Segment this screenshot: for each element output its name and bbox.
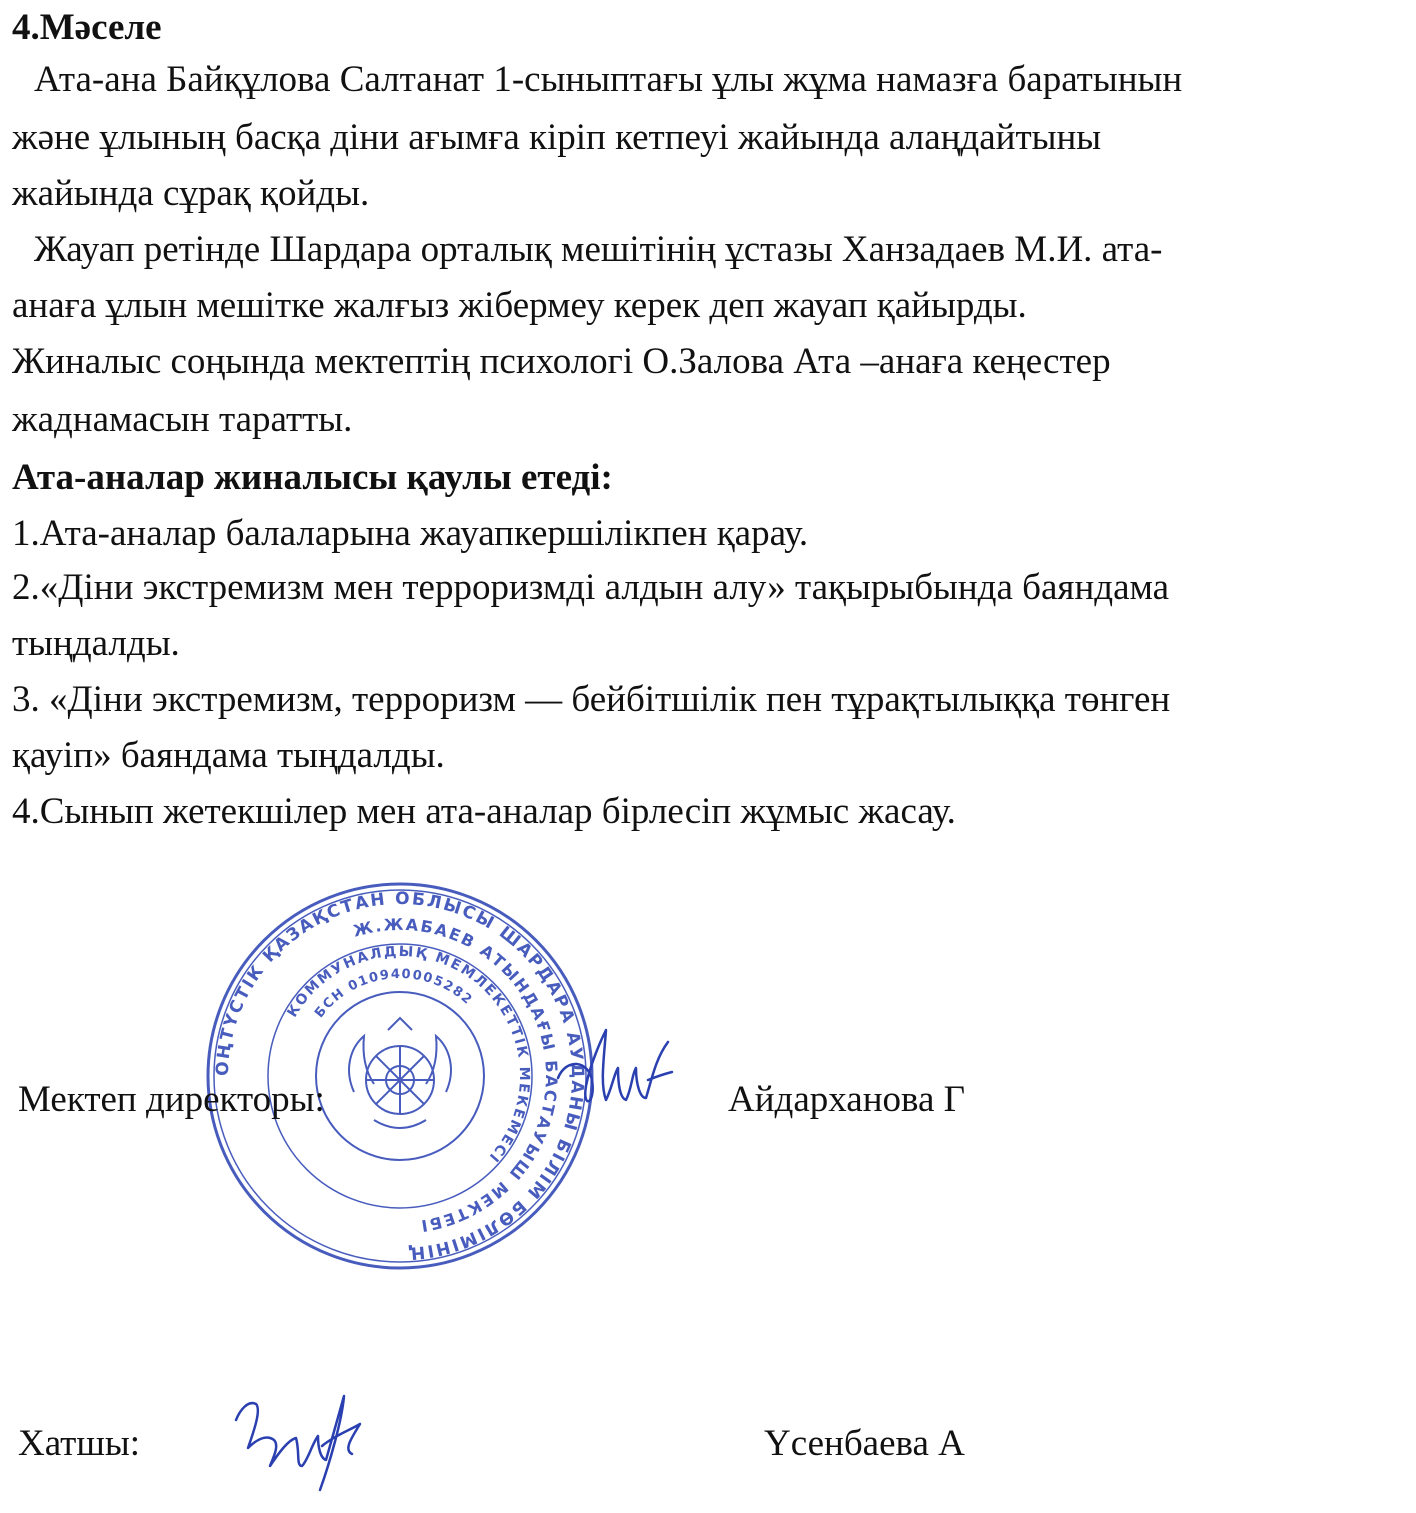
- stamp-text-middle: Ж.ЖАБАЕВ АТЫНДАҒЫ БАСТАУЫШ МЕКТЕБІ: [351, 914, 562, 1236]
- emblem-icon: [349, 1018, 451, 1128]
- stamp-text-inner: КОММУНАЛДЫҚ МЕМЛЕКЕТТІК МЕКЕМЕСІ: [284, 943, 533, 1167]
- director-label: Мектеп директоры:: [18, 1079, 325, 1120]
- resolution-item-4: 4.Сынып жетекшілер мен ата-аналар бірлесіп жұмыс жасау.: [12, 791, 956, 832]
- paragraph1-line-3: жайында сұрақ қойды.: [12, 173, 370, 214]
- resolution-item-3: 3. «Діни экстремизм, терроризм — бейбітшілік пен тұрақтылыққа төнген: [12, 679, 1171, 720]
- resolution-item-3-cont: қауіп» баяндама тыңдалды.: [12, 735, 445, 776]
- paragraph3-line-1: Жиналыс соңында мектептің психологі О.Залова Ата –анаға кеңестер: [12, 341, 1111, 382]
- stamp-text-outer: ОҢТҮСТІК ҚАЗАҚСТАН ОБЛЫСЫ ШАРДАРА АУДАНЫ БІЛІМ БӨЛІМІНІҢ: [212, 888, 588, 1264]
- secretary-name: Үсенбаева А: [764, 1423, 965, 1464]
- stamp-bin: БСН 010940005282: [312, 966, 476, 1021]
- section-heading: 4.Мәселе: [12, 7, 162, 48]
- resolution-item-1: 1.Ата-аналар балаларына жауапкершілікпен қарау.: [12, 513, 809, 554]
- paragraph3-line-2: жаднамасын таратты.: [12, 399, 353, 440]
- paragraph1-line-1: Ата-ана Байқұлова Салтанат 1-сыныптағы ұлы жұма намазға баратынын: [34, 59, 1183, 100]
- director-signature: [552, 1018, 682, 1118]
- secretary-label: Хатшы:: [18, 1423, 140, 1464]
- resolution-item-2: 2.«Діни экстремизм мен терроризмді алдын алу» тақырыбында баяндама: [12, 567, 1170, 608]
- paragraph2-line-2: анаға ұлын мешітке жалғыз жібермеу керек деп жауап қайырды.: [12, 285, 1027, 326]
- paragraph2-line-1: Жауап ретінде Шардара орталық мешітінің ұстазы Ханзадаев М.И. ата-: [34, 229, 1163, 270]
- secretary-signature: [226, 1380, 376, 1500]
- resolution-item-2-cont: тыңдалды.: [12, 623, 180, 664]
- paragraph1-line-2: және ұлының басқа діни ағымға кіріп кетпеуі жайында алаңдайтыны: [12, 117, 1102, 158]
- official-stamp: [204, 880, 596, 1272]
- resolution-heading: Ата-аналар жиналысы қаулы етеді:: [12, 457, 613, 498]
- director-name: Айдарханова Г: [728, 1079, 966, 1120]
